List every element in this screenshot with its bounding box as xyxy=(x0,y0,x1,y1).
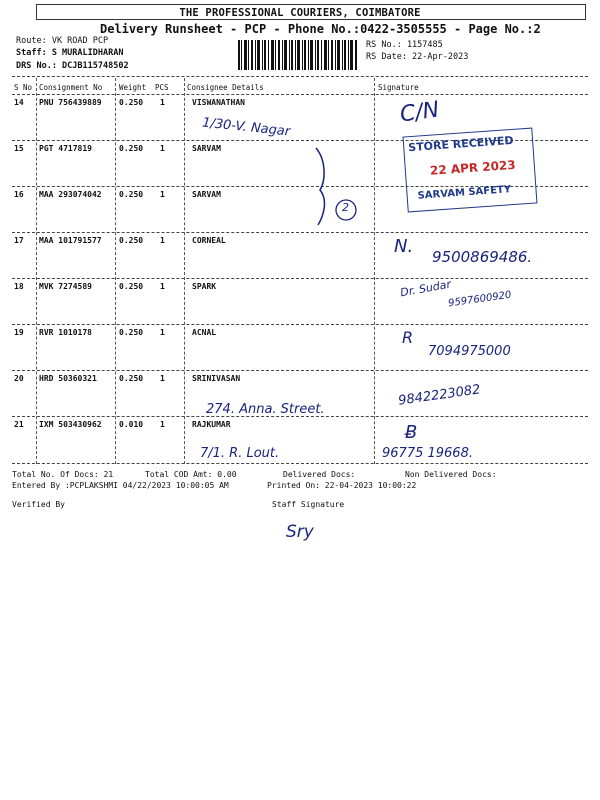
cell-weight: 0.010 xyxy=(119,420,144,429)
cell-consignee: SRINIVASAN xyxy=(192,374,241,383)
verified-by: Verified By xyxy=(12,500,65,509)
cell-consignment: IXM 503430962 xyxy=(39,420,102,429)
cell-consignment: PGT 4717819 xyxy=(39,144,92,153)
cell-weight: 0.250 xyxy=(119,190,144,199)
handwritten-address: 1/30-V. Nagar xyxy=(201,115,291,140)
cell-sno: 19 xyxy=(14,328,24,337)
company-name: THE PROFESSIONAL COURIERS, COIMBATORE xyxy=(179,7,421,19)
cell-consignee: SARVAM xyxy=(192,190,221,199)
row-rule xyxy=(12,370,588,371)
cell-weight: 0.250 xyxy=(119,98,144,107)
cell-consignment: RVR 1010178 xyxy=(39,328,92,337)
staff-signature-label: Staff Signature xyxy=(272,500,345,509)
drs-label: DRS No.: DCJB115748502 xyxy=(16,61,129,71)
cell-sno: 20 xyxy=(14,374,24,383)
signature-18-name: Dr. Sudar xyxy=(399,277,452,300)
cell-pcs: 1 xyxy=(160,190,165,199)
signature-17-name: N. xyxy=(394,236,414,257)
circled-number: 2 xyxy=(342,201,349,214)
cell-sno: 15 xyxy=(14,144,24,153)
staff-signature: Sry xyxy=(286,522,314,542)
row-rule xyxy=(12,278,588,279)
non-delivered-docs: Non Delivered Docs: xyxy=(405,470,497,479)
header-bottom-rule xyxy=(12,94,588,95)
cell-weight: 0.250 xyxy=(119,282,144,291)
cell-sno: 17 xyxy=(14,236,24,245)
total-docs: Total No. Of Docs: 21 xyxy=(12,470,114,479)
col-consignment: Consignment No xyxy=(39,83,103,92)
signature-19-name: R xyxy=(402,328,414,347)
cell-sno: 21 xyxy=(14,420,24,429)
stamp-company: SARVAM SAFETY xyxy=(417,184,512,202)
printed-on: Printed On: 22-04-2023 10:00:22 xyxy=(267,481,417,490)
cell-weight: 0.250 xyxy=(119,144,144,153)
cell-consignment: MAA 293074042 xyxy=(39,190,102,199)
handwritten-address-20: 274. Anna. Street. xyxy=(206,402,325,417)
signature-18-phone: 9597600920 xyxy=(447,289,513,310)
cell-consignment: MVK 7274589 xyxy=(39,282,92,291)
col-divider xyxy=(184,78,185,464)
signature-17-phone: 9500869486. xyxy=(432,248,533,266)
row-rule xyxy=(12,232,588,233)
entered-by: Entered By :PCPLAKSHMI 04/22/2023 10:00:05 AM xyxy=(12,481,229,490)
cell-pcs: 1 xyxy=(160,328,165,337)
col-signature: Signature xyxy=(378,83,419,92)
cell-sno: 14 xyxy=(14,98,24,107)
cell-pcs: 1 xyxy=(160,374,165,383)
cell-consignee: SPARK xyxy=(192,282,217,291)
cell-pcs: 1 xyxy=(160,236,165,245)
rs-date: RS Date: 22-Apr-2023 xyxy=(366,52,469,62)
cell-weight: 0.250 xyxy=(119,328,144,337)
col-consignee: Consignee Details xyxy=(187,83,264,92)
stamp-date: 22 APR 2023 xyxy=(429,157,517,178)
bracket-mark xyxy=(288,140,368,230)
signature-21-scribble: Ƀ xyxy=(405,422,418,443)
row-rule xyxy=(12,324,588,325)
signature-cn: C/N xyxy=(398,97,441,128)
table-bottom-rule xyxy=(12,463,588,464)
cell-pcs: 1 xyxy=(160,282,165,291)
cell-pcs: 1 xyxy=(160,144,165,153)
cell-sno: 16 xyxy=(14,190,24,199)
col-divider xyxy=(115,78,116,464)
col-weight: Weight xyxy=(119,83,147,92)
cell-consignee: RAJKUMAR xyxy=(192,420,231,429)
signature-21-phone: 96775 19668. xyxy=(382,446,473,461)
signature-19-phone: 7094975000 xyxy=(428,344,511,359)
cell-sno: 18 xyxy=(14,282,24,291)
cell-pcs: 1 xyxy=(160,98,165,107)
col-pcs: PCS xyxy=(155,83,169,92)
rs-no: RS No.: 1157485 xyxy=(366,40,443,50)
total-cod: Total COD Amt: 0.00 xyxy=(145,470,237,479)
runsheet-title: Delivery Runsheet - PCP - Phone No.:0422-3505555 - Page No.:2 xyxy=(100,22,541,36)
cell-weight: 0.250 xyxy=(119,236,144,245)
cell-consignee: SARVAM xyxy=(192,144,221,153)
signature-20-phone: 9842223082 xyxy=(397,382,482,409)
handwritten-address-21: 7/1. R. Lout. xyxy=(200,446,280,461)
stamp-title: STORE RECEIVED xyxy=(407,133,514,155)
cell-pcs: 1 xyxy=(160,420,165,429)
cell-consignee: CORNEAL xyxy=(192,236,226,245)
barcode-icon xyxy=(238,40,358,70)
col-divider xyxy=(374,78,375,464)
route-label: Route: VK ROAD PCP xyxy=(16,36,109,46)
cell-consignment: HRD 50360321 xyxy=(39,374,97,383)
cell-consignment: PNU 756439889 xyxy=(39,98,102,107)
cell-weight: 0.250 xyxy=(119,374,144,383)
cell-consignee: ACNAL xyxy=(192,328,217,337)
col-sno: S No xyxy=(14,83,33,92)
staff-label: Staff: S MURALIDHARAN xyxy=(16,48,124,58)
delivered-docs: Delivered Docs: xyxy=(283,470,356,479)
store-received-stamp xyxy=(403,128,538,213)
cell-consignee: VISWANATHAN xyxy=(192,98,245,107)
cell-consignment: MAA 101791577 xyxy=(39,236,102,245)
header-top-rule xyxy=(12,76,588,77)
col-divider xyxy=(36,78,37,464)
